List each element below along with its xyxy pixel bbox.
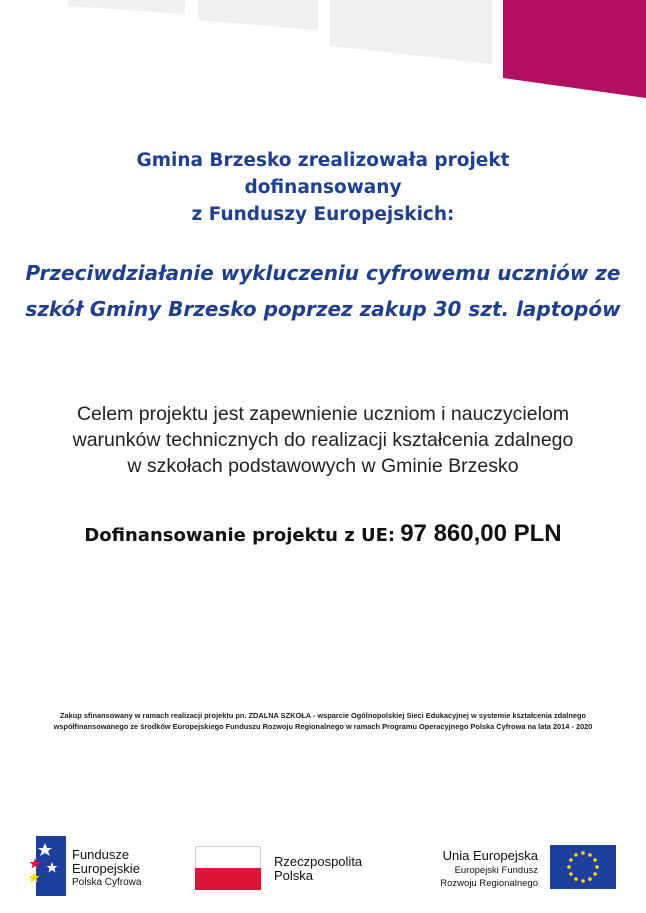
project-title: Przeciwdziałanie wykluczeniu cyfrowemu uczniów ze szkół Gminy Brzesko poprzez zakup 30 szt. laptopów [25, 261, 621, 321]
logo-rzeczpospolita-polska [195, 846, 395, 892]
logo-fe-line: Fundusze [72, 847, 130, 862]
logo-rp-line: Polska [274, 868, 314, 883]
eu-flag-icon [550, 845, 616, 889]
logo-fundusze-europejskie [26, 836, 176, 896]
intro-heading-line: dofinansowany [244, 177, 402, 198]
logo-fe-subline: Polska Cyfrowa [72, 877, 142, 888]
logo-ue-line: Europejski Fundusz [454, 865, 538, 876]
funding-label: Dofinansowanie projektu z UE: [84, 525, 396, 546]
logo-unia-europejska [410, 844, 620, 892]
intro-heading-line: z Funduszy Europejskich: [191, 204, 455, 225]
footnote: Zakup sfinansowany w ramach realizacji projektu pn. ZDALNA SZKOŁA - wsparcie Ogólnopolskiej Sieci Edukacyjnej w systemie kształcenia zdalnego współfinansowanego ze środków Europejskiego Funduszu Rozwoju Regionalnego w ramach Programu Operacyjnego Polska Cyfrowa na lata 2014 - 2020 [53, 711, 593, 731]
project-goal-line: w szkołach podstawowych w Gminie Brzesko [127, 455, 519, 477]
project-goal-line: warunków technicznych do realizacji kształcenia zdalnego [72, 429, 574, 451]
logo-ue-line: Rozwoju Regionalnego [440, 878, 538, 889]
funding-amount: 97 860,00 PLN [400, 520, 562, 547]
header-accent-shape [503, 0, 646, 98]
polish-flag-icon [195, 846, 261, 890]
header-shape [330, 0, 492, 64]
logo-rp-line: Rzeczpospolita [274, 854, 363, 869]
header-shape [68, 0, 185, 14]
header-decoration [0, 0, 646, 105]
project-goal-line: Celem projektu jest zapewnienie uczniom i nauczycielom [76, 403, 570, 425]
logo-fe-line: Europejskie [72, 861, 140, 876]
intro-heading-line: Gmina Brzesko zrealizowała projekt [136, 150, 510, 171]
logo-ue-title: Unia Europejska [442, 848, 538, 863]
funding-line [0, 520, 646, 548]
intro-heading [0, 147, 646, 228]
project-goal [0, 401, 646, 479]
header-shape [198, 0, 318, 30]
european-funds-stars-icon [26, 836, 66, 896]
